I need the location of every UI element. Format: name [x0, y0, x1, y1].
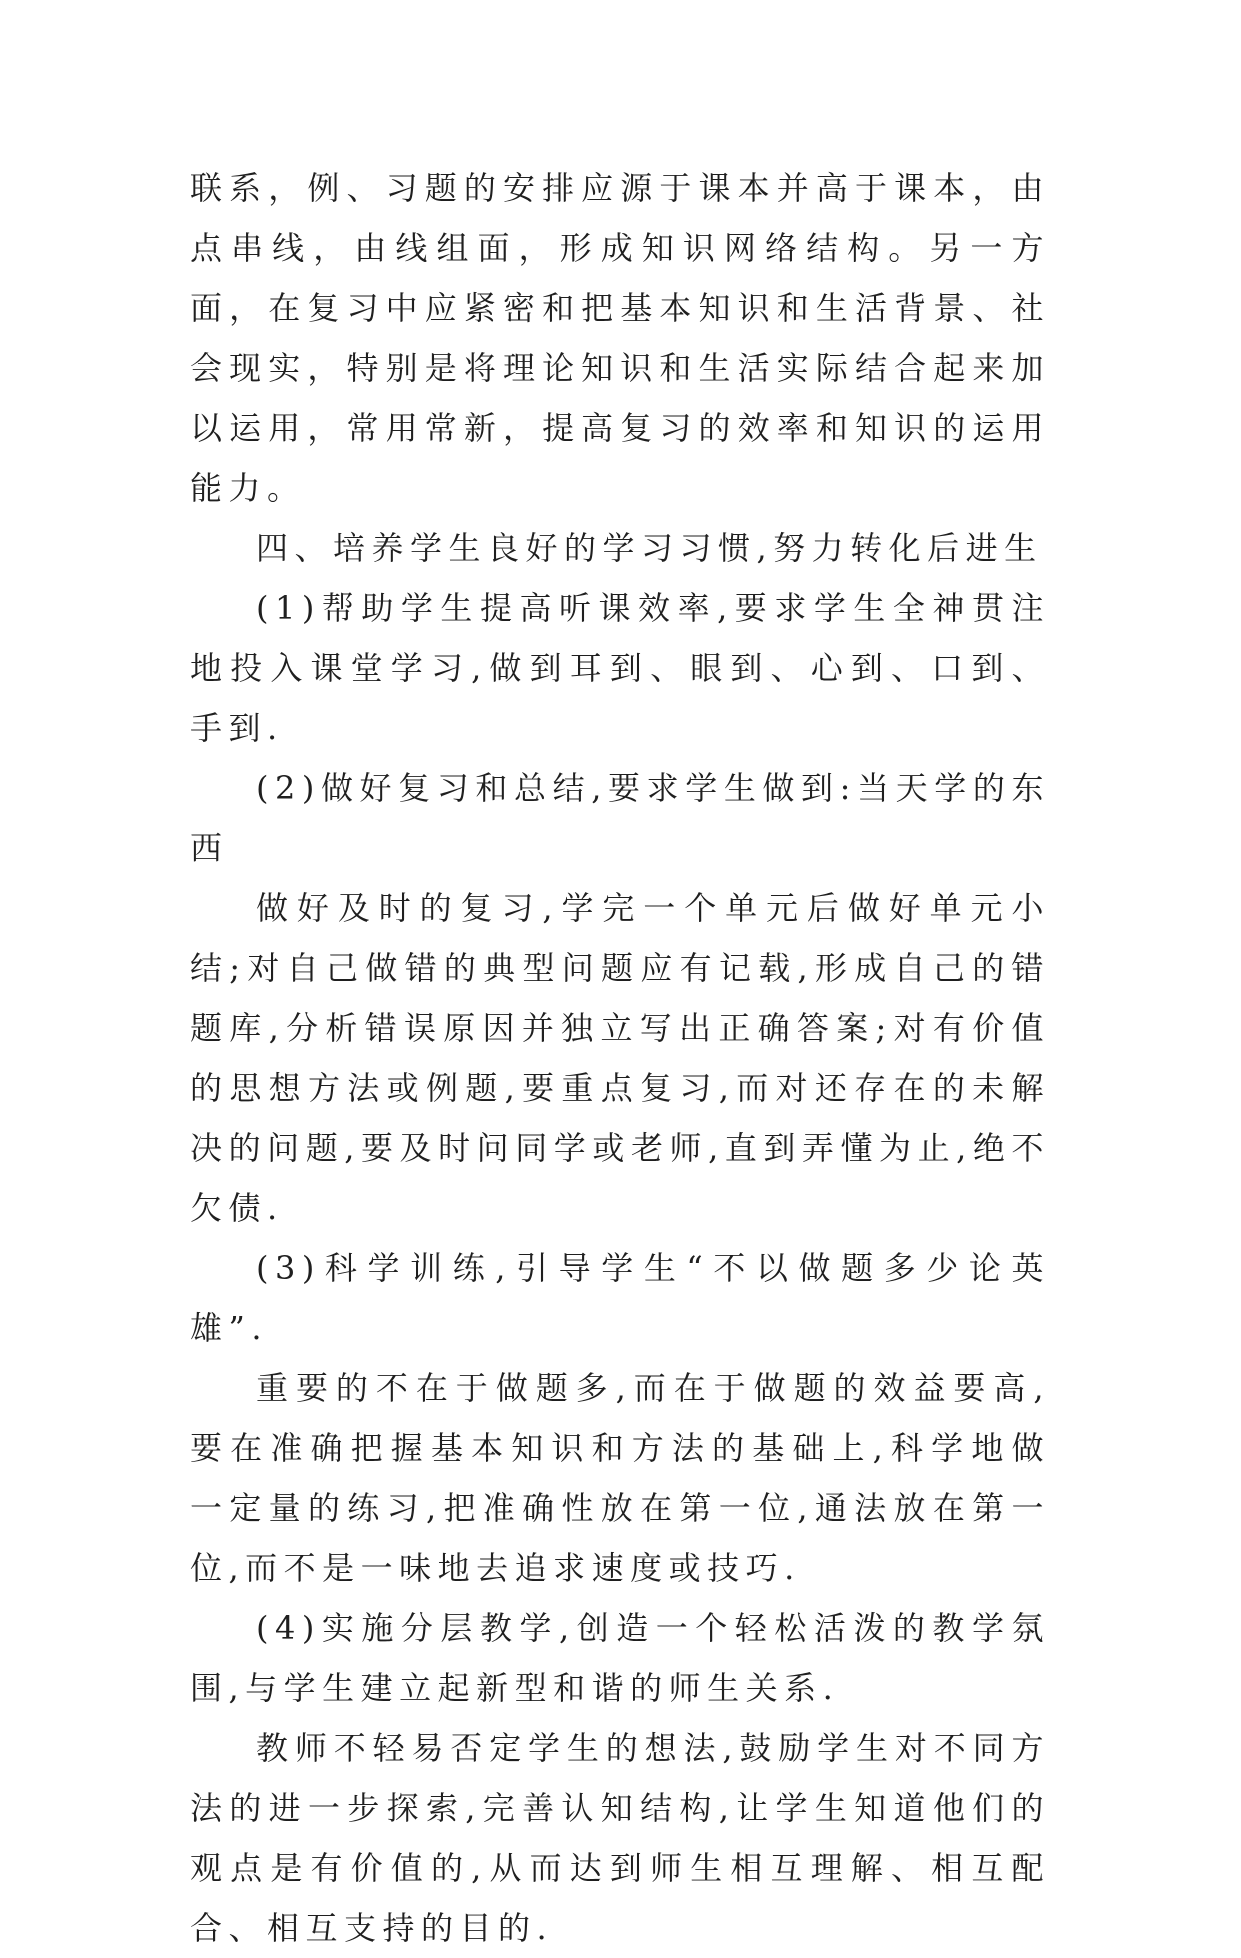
paragraph-item-4-detail: 教师不轻易否定学生的想法,鼓励学生对不同方法的进一步探索,完善认知结构,让学生知道他们的观点是有价值的,从而达到师生相互理解、相互配合、相互支持的目的.: [190, 1729, 1050, 1947]
paragraph-item-3: (3)科学训练,引导学生“不以做题多少论英雄”.: [190, 1249, 1050, 1347]
paragraph-item-2-detail: 做好及时的复习,学完一个单元后做好单元小结;对自己做错的典型问题应有记载,形成自己的错题库,分析错误原因并独立写出正确答案;对有价值的思想方法或例题,要重点复习,而对还存在的未解决的问题,要及时问同学或老师,直到弄懂为止,绝不欠债.: [190, 889, 1050, 1227]
paragraph-item-3-detail: 重要的不在于做题多,而在于做题的效益要高,要在准确把握基本知识和方法的基础上,科学地做一定量的练习,把准确性放在第一位,通法放在第一位,而不是一味地去追求速度或技巧.: [190, 1369, 1050, 1587]
body-text: [190, 158, 1050, 1958]
paragraph-item-2: (2)做好复习和总结,要求学生做到:当天学的东西: [190, 769, 1050, 867]
paragraph-item-1: (1)帮助学生提高听课效率,要求学生全神贯注地投入课堂学习,做到耳到、眼到、心到、口到、手到.: [190, 589, 1050, 747]
section-heading-four: 四、培养学生良好的学习习惯,努力转化后进生: [256, 529, 1043, 567]
paragraph-continuation: 联系，例、习题的安排应源于课本并高于课本，由点串线，由线组面，形成知识网络结构。另一方面，在复习中应紧密和把基本知识和生活背景、社会现实，特别是将理论知识和生活实际结合起来加以运用，常用常新，提高复习的效率和知识的运用能力。: [190, 169, 1050, 507]
paragraph-item-4: (4)实施分层教学,创造一个轻松活泼的教学氛围,与学生建立起新型和谐的师生关系.: [190, 1609, 1050, 1707]
